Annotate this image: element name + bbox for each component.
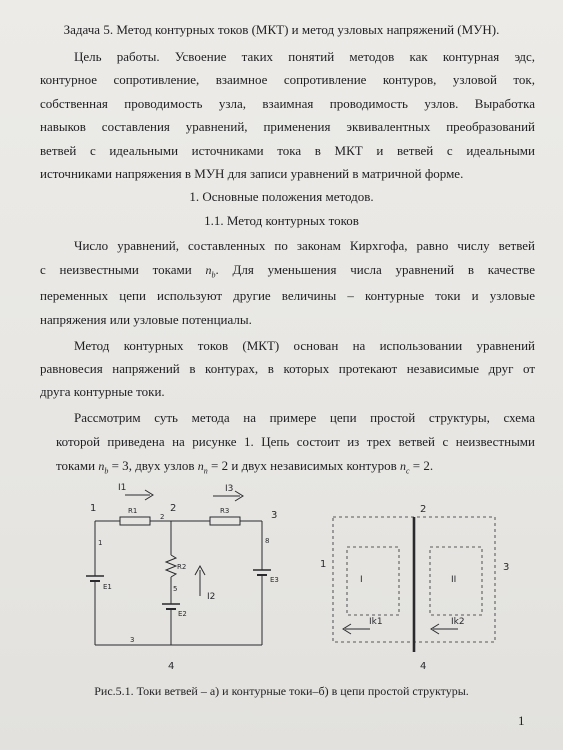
loop-label-i: I xyxy=(360,575,363,585)
wire-label-8: 8 xyxy=(265,537,270,545)
label-e3: E3 xyxy=(270,576,279,584)
goal-line-1: Цель работы. Усвоение таких понятий методов как контурная эдс, xyxy=(74,49,535,64)
circuit-a-labels xyxy=(90,483,279,672)
para2-line-2: равновесия напряжений в контурах, в которых протекают независимые друг от xyxy=(40,361,535,376)
b-node-label-3: 3 xyxy=(503,562,510,573)
wire-label-1: 1 xyxy=(98,539,103,547)
eq-nn: $n_n$ xyxy=(197,459,208,476)
goal-line-5: ветвей с идеальными источниками тока в МКТ и ветвей с идеальными xyxy=(40,143,535,158)
node-label-3: 3 xyxy=(271,510,278,521)
figure-caption: Рис.5.1. Токи ветвей – а) и контурные токи–б) в цепи простой структуры. xyxy=(94,684,469,698)
label-ik2: Ik2 xyxy=(451,617,465,627)
circuit-b xyxy=(333,517,495,652)
goal-line-6: источниками напряжения в МУН для записи уравнений в матричной форме. xyxy=(40,166,464,181)
goal-line-2: контурное сопротивление, взаимное сопротивление контуров, узловой ток, xyxy=(40,72,535,87)
wire-label-3: 3 xyxy=(130,636,135,644)
label-r1: R1 xyxy=(128,507,138,515)
loop-i-region xyxy=(347,547,399,615)
eq-nc: $n_c$ xyxy=(399,459,410,476)
task-heading: Задача 5. Метод контурных токов (МКТ) и метод узловых напряжений (МУН). xyxy=(63,22,500,37)
resistor-r2 xyxy=(166,555,176,577)
page-number: 1 xyxy=(518,713,525,728)
label-ik1: Ik1 xyxy=(369,617,383,627)
label-r2: R2 xyxy=(177,563,187,571)
para1-line-4: напряжения или узловые потенциалы. xyxy=(40,312,252,327)
var-nb: $n_b$ xyxy=(205,263,216,280)
section-heading-1: 1. Основные положения методов. xyxy=(189,189,374,204)
b-node-label-2: 2 xyxy=(420,504,427,515)
loop-label-ii: II xyxy=(451,575,457,585)
goal-line-3: собственная проводимость узла, взаимная проводимость узлов. Выработка xyxy=(40,96,535,111)
para2-line-1: Метод контурных токов (МКТ) основан на использовании уравнений xyxy=(74,338,535,353)
goal-line-4: навыков составления уравнений, применения эквивалентных преобразований xyxy=(40,119,535,134)
para3-line-2: которой приведена на рисунке 1. Цепь состоит из трех ветвей с неизвестными xyxy=(56,434,535,449)
b-node-label-1: 1 xyxy=(320,559,327,570)
resistor-r1 xyxy=(120,517,150,525)
section-heading-1-1: 1.1. Метод контурных токов xyxy=(204,213,359,228)
para1-line-3: переменных цепи используют другие величины – контурные токи и узловые xyxy=(40,288,535,303)
resistor-r3 xyxy=(210,517,240,525)
node-label-1: 1 xyxy=(90,503,97,514)
b-node-label-4: 4 xyxy=(420,661,427,672)
label-e2: E2 xyxy=(178,610,187,618)
wire-label-2: 2 xyxy=(160,513,165,521)
para1-line-1: Число уравнений, составленных по законам Кирхгофа, равно числу ветвей xyxy=(74,238,535,253)
wire-label-5: 5 xyxy=(173,585,178,593)
node-label-4: 4 xyxy=(168,661,175,672)
node-label-2: 2 xyxy=(170,503,177,514)
para3-line-1: Рассмотрим суть метода на примере цепи простой структуры, схема xyxy=(74,410,535,425)
eq-nb: $n_b$ xyxy=(98,459,109,476)
label-i3: I3 xyxy=(225,484,234,494)
para3-line-3: токами $n_b = 3$, двух узлов $n_n = 2$ и двух независимых контуров $n_c = 2$. xyxy=(56,458,434,476)
label-r3: R3 xyxy=(220,507,230,515)
label-e1: E1 xyxy=(103,583,112,591)
label-i2: I2 xyxy=(207,592,216,602)
para1-line-2: с неизвестными токами $n_b$. Для уменьшения числа уравнений в качестве xyxy=(40,262,536,280)
para2-line-3: друга контурные токи. xyxy=(40,384,165,399)
label-i1: I1 xyxy=(118,483,127,493)
